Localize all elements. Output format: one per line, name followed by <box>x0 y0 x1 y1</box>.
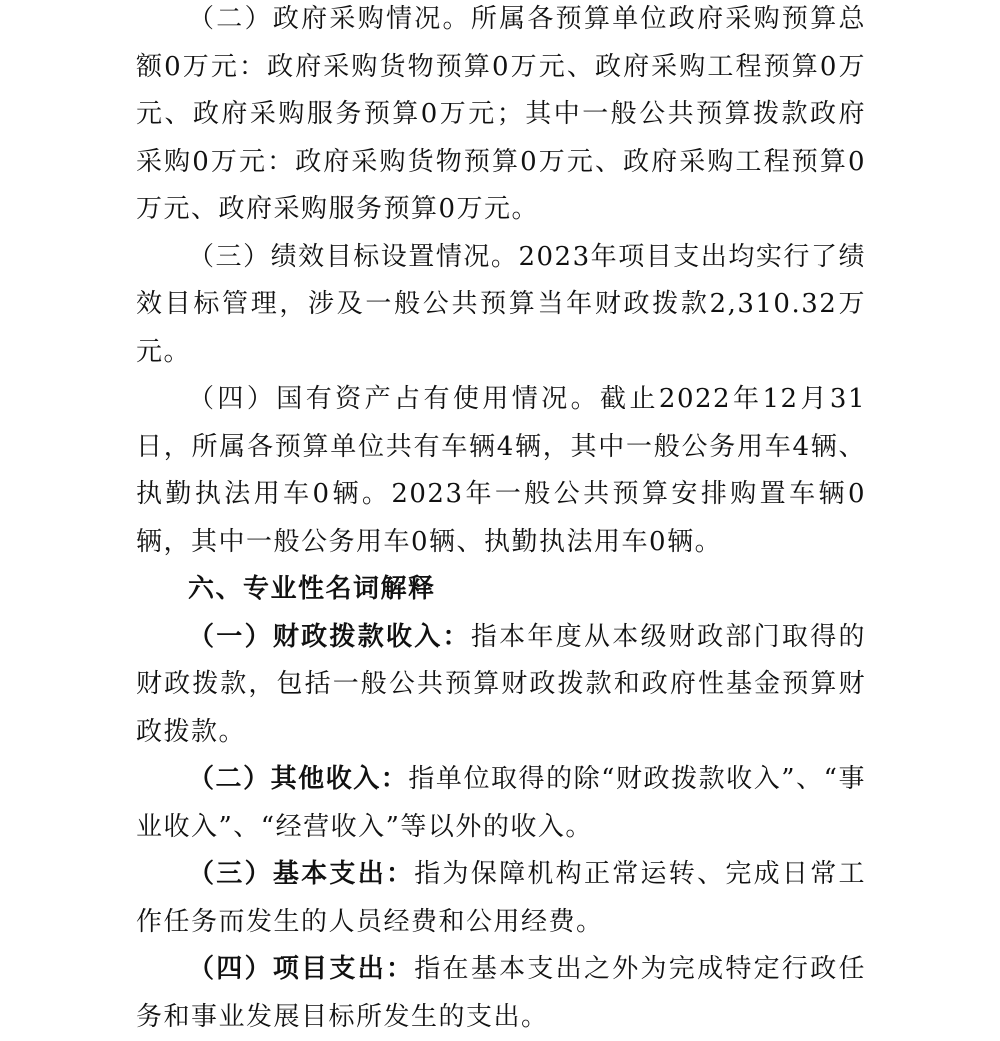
document-page <box>136 0 866 1041</box>
term-paragraph-other-income <box>136 756 866 851</box>
term-label: （一）财政拨款收入： <box>188 621 471 652</box>
term-paragraph-project-expenditure <box>136 946 866 1041</box>
term-label: （二）其他收入： <box>188 764 409 794</box>
term-label: （三）基本支出： <box>188 859 415 889</box>
term-definition: 指为保障机构正常运转、完成日常工作任务而发生的人员经费和公用经费。 <box>136 859 866 937</box>
term-definition: 指本年度从本级财政部门取得的财政拨款，包括一般公共预算财政拨款和政府性基金预算财政拨款。 <box>136 621 866 747</box>
assets-paragraph: （四）国有资产占有使用情况。截止2022年12月31日，所属各预算单位共有车辆4辆，其中一般公务用车4辆、执勤执法用车0辆。2023年一般公共预算安排购置车辆0辆，其中一般公务用车0辆、执勤执法用车0辆。 <box>136 384 866 557</box>
term-definition: 指在基本支出之外为完成特定行政任务和事业发展目标所发生的支出。 <box>136 954 866 1032</box>
procurement-paragraph: （二）政府采购情况。所属各预算单位政府采购预算总额0万元：政府采购货物预算0万元、政府采购工程预算0万元、政府采购服务预算0万元；其中一般公共预算拨款政府采购0万元：政府采购货物预算0万元、政府采购工程预算0万元、政府采购服务预算0万元。 <box>136 4 866 224</box>
term-label: （四）项目支出： <box>188 954 415 984</box>
term-paragraph-basic-expenditure <box>136 851 866 946</box>
term-paragraph-fiscal-income <box>136 614 866 757</box>
performance-paragraph: （三）绩效目标设置情况。2023年项目支出均实行了绩效目标管理，涉及一般公共预算当年财政拨款2,310.32万元。 <box>136 241 866 367</box>
section-heading-terms: 六、专业性名词解释 <box>188 574 436 604</box>
term-definition: 指单位取得的除“财政拨款收入”、“事业收入”、“经营收入”等以外的收入。 <box>136 764 866 842</box>
